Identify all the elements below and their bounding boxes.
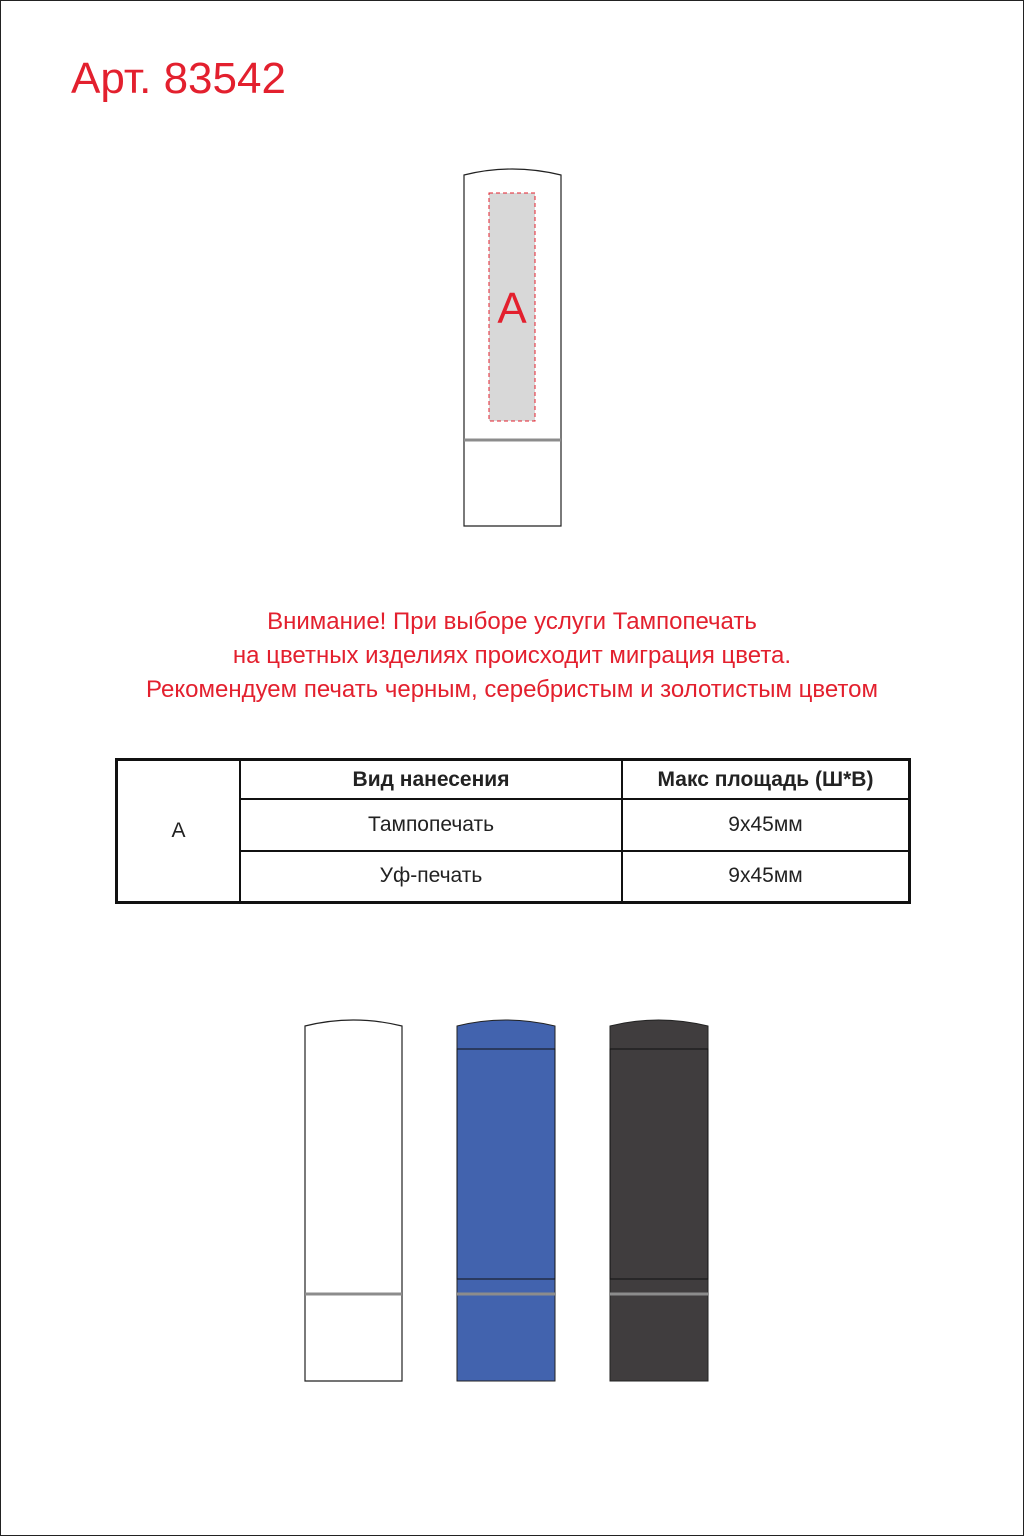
warning-line-2: на цветных изделиях происходит миграция цвета. [232,642,792,669]
zone-letter: A [117,760,241,903]
variant-white [305,1020,402,1381]
migration-warning [1,605,1023,707]
variant-blue [457,1020,555,1381]
warning-line-1: Внимание! При выборе услуги Тампопечать [267,608,757,635]
warning-line-3: Рекомендуем печать черным, серебристым и золотистым цветом [146,676,878,703]
method-cell: Уф-печать [240,851,622,903]
variant-black [610,1020,708,1381]
method-cell: Тампопечать [240,799,622,851]
area-cell: 9x45мм [622,799,910,851]
header-method: Вид нанесения [240,760,622,800]
color-variants [291,1011,731,1391]
product-drawing [441,161,581,541]
print-spec-table [115,758,911,904]
print-area-label: A [497,284,527,333]
header-area: Макс площадь (Ш*В) [622,760,910,800]
area-cell: 9x45мм [622,851,910,903]
article-title: Арт. 83542 [71,54,286,103]
